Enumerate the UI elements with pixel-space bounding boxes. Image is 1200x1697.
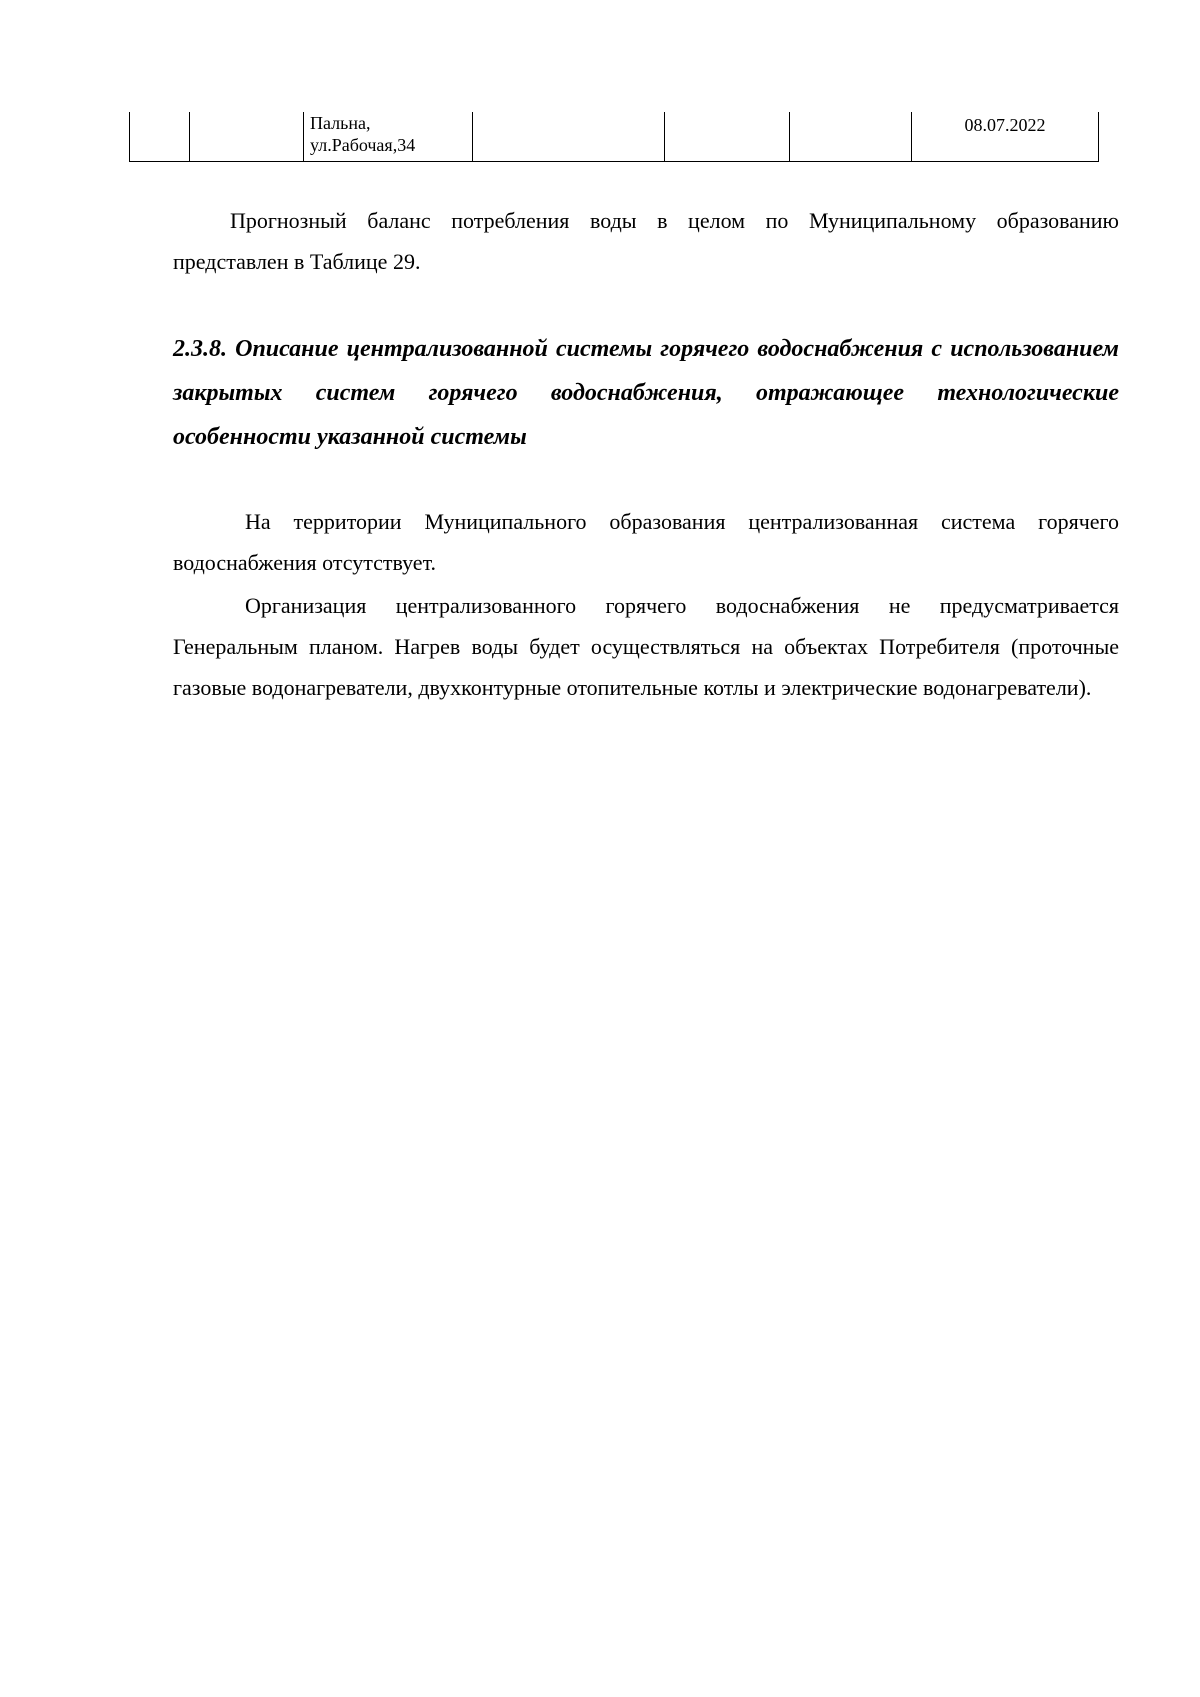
paragraph-organization: Организация централизованного горячего водоснабжения не предусматривается Генеральным планом. Нагрев воды будет осуществляться на объектах Потребителя (проточные газовые водонагреватели, двухконтурные отопительные котлы и электрические водонагреватели). [173, 593, 1119, 700]
table-cell-date [912, 112, 1099, 162]
table-cell [130, 112, 190, 162]
table-cell [665, 112, 790, 162]
table-cell [190, 112, 304, 162]
paragraph-organization-block [173, 585, 1119, 708]
table-cell-address [304, 112, 473, 162]
table-cell [473, 112, 665, 162]
address-line-2: ул.Рабочая,34 [310, 135, 416, 155]
table-row [130, 112, 1099, 162]
paragraph-territory-block [173, 501, 1119, 583]
section-heading: 2.3.8. Описание централизованной системы горячего водоснабжения с использованием закрытых систем горячего водоснабжения, отражающее технологические особенности указанной системы [173, 336, 1119, 450]
table-cell [790, 112, 912, 162]
paragraph-balance-block [173, 200, 1119, 282]
paragraph-balance: Прогнозный баланс потребления воды в целом по Муниципальному образованию представлен в Таблице 29. [173, 208, 1119, 274]
paragraph-territory: На территории Муниципального образования централизованная система горячего водоснабжения отсутствует. [173, 509, 1119, 575]
table-fragment [129, 112, 1099, 162]
address-line-1: Пальна, [310, 113, 371, 133]
date-value: 08.07.2022 [964, 115, 1046, 135]
